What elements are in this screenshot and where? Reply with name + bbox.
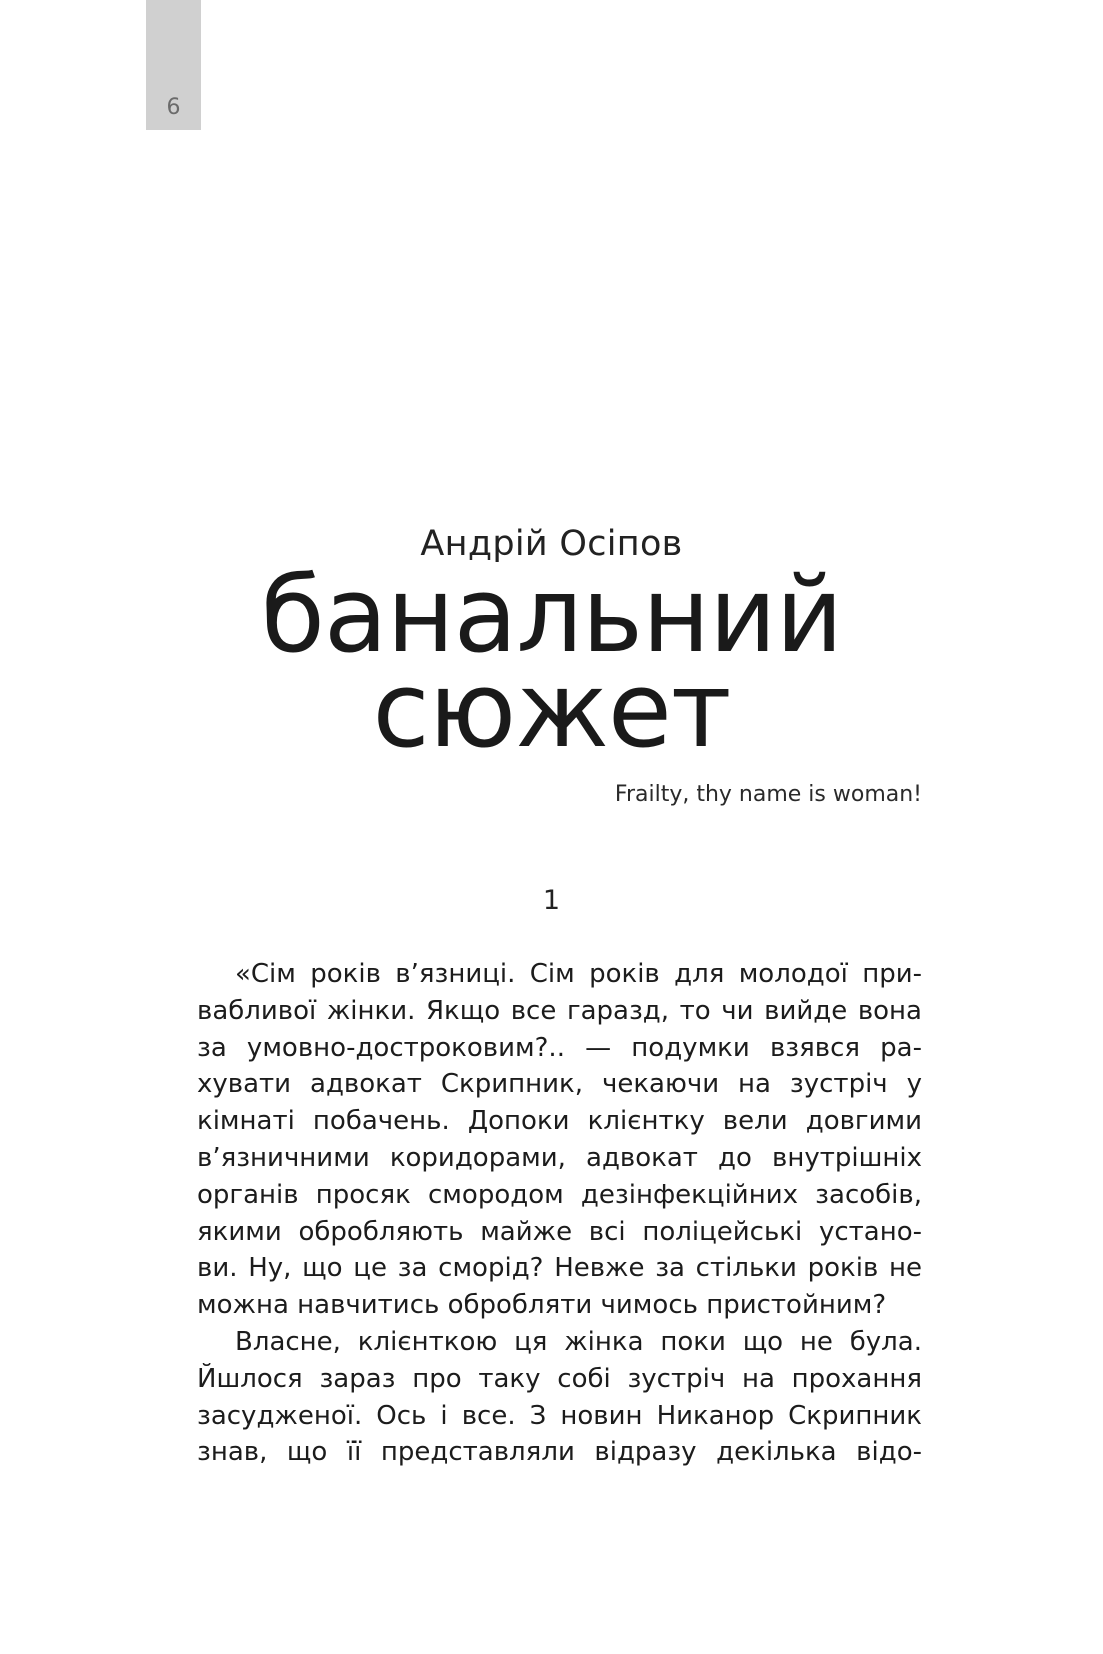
author-name: Андрій Осіпов <box>420 524 683 564</box>
text-line: за умовно-достроковим?.. — подумки взявся ра- <box>197 1032 922 1063</box>
text-line: «Сім років в’язниці. Сім років для молодої при- <box>235 959 922 989</box>
page-number-tab <box>146 0 201 130</box>
text-line: можна навчитись обробляти чимось пристойним? <box>197 1290 887 1321</box>
story-title-line-1: банальний <box>260 554 843 676</box>
text-line: органів просяк смородом дезінфекційних засобів, <box>197 1179 922 1210</box>
text-line: в’язничними коридорами, адвокат до внутрішніх <box>197 1142 922 1173</box>
epigraph: Frailty, thy name is woman! <box>614 782 922 807</box>
text-line: знав, що її представляли відразу декілька відо- <box>197 1437 922 1468</box>
body-text <box>197 956 922 1471</box>
text-line: Йшлося зараз про таку собі зустріч на прохання <box>197 1363 922 1394</box>
chapter-number: 1 <box>542 885 561 916</box>
text-line: кімнаті побачень. Допоки клієнтку вели довгими <box>197 1106 922 1137</box>
text-line: Власне, клієнткою ця жінка поки що не була. <box>235 1326 922 1357</box>
text-line: вабливої жінки. Якщо все гаразд, то чи вийде вона <box>197 995 922 1026</box>
page-number: 6 <box>166 95 181 120</box>
story-title-line-2: сюжет <box>372 649 731 771</box>
text-line: засудженої. Ось і все. З новин Никанор Скрипник <box>197 1400 922 1431</box>
text-line: хувати адвокат Скрипник, чекаючи на зустріч у <box>197 1069 922 1100</box>
text-line: якими обробляють майже всі поліцейські устано- <box>197 1216 922 1247</box>
text-line: ви. Ну, що це за сморід? Невже за стільки років не <box>197 1253 922 1284</box>
